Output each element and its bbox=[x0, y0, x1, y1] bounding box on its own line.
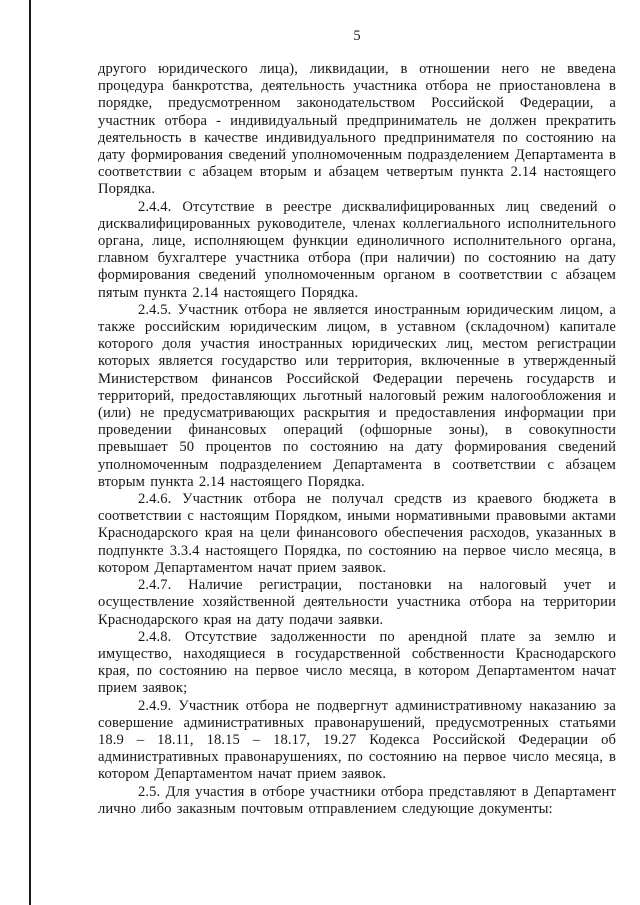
paragraph-continuation: другого юридического лица), ликвидации, в отношении него не введена процедура банкротства, деятельность участника отбора не приостановлена в порядке, предусмотренном законодательством Российской Федерации, а участник отбора - индивидуальный предприниматель не должен прекратить деятельность в качестве индивидуального предпринимателя по состоянию на дату формирования сведений уполномоченным подразделением Департамента в соответствии с абзацем вторым и абзацем четвертым пункта 2.14 настоящего Порядка. bbox=[98, 61, 616, 198]
paragraph-2-4-7: 2.4.7. Наличие регистрации, постановки на налоговый учет и осуществление хозяйственной деятельности участника отбора на территории Краснодарского края на дату подачи заявки. bbox=[98, 577, 616, 628]
paragraph-2-5: 2.5. Для участия в отборе участники отбора представляют в Департамент лично либо заказным почтовым отправлением следующие документы: bbox=[98, 783, 616, 817]
paragraph-2-4-6: 2.4.6. Участник отбора не получал средств из краевого бюджета в соответствии с настоящим Порядком, иными нормативными правовыми актами Краснодарского края на цели финансового обеспечения расходов, указанных в подпункте 3.3.4 настоящего Порядка, по состоянию на первое число месяца, в котором Департаментом начат прием заявок. bbox=[98, 491, 616, 576]
paragraph-2-4-8: 2.4.8. Отсутствие задолженности по арендной плате за землю и имущество, находящиеся в государственной собственности Краснодарского края, по состоянию на первое число месяца, в котором Департаментом начат прием заявок; bbox=[98, 628, 616, 697]
page-number: 5 bbox=[353, 28, 361, 44]
paragraph-2-4-9: 2.4.9. Участник отбора не подвергнут административному наказанию за совершение административных правонарушений, предусмотренных статьями 18.9 – 18.11, 18.15 – 18.17, 19.27 Кодекса Российской Федерации об административных правонарушениях, по состоянию на первое число месяца, в котором Департаментом начат прием заявок. bbox=[98, 697, 616, 783]
paragraph-2-4-5: 2.4.5. Участник отбора не является иностранным юридическим лицом, а также российским юридическим лицом, в уставном (складочном) капитале которого доля участия иностранных юридических лиц, местом регистрации которых является государство или территория, включенные в утвержденный Министерством финансов Российской Федерации перечень государств и территорий, предоставляющих льготный налоговый режим налогообложения и (или) не предусматривающих раскрытия и предоставления информации при проведении финансовых операций (офшорные зоны), в совокупности превышает 50 процентов по состоянию на дату формирования сведений уполномоченным подразделением Департамента в соответствии с абзацем вторым пункта 2.14 настоящего Порядка. bbox=[98, 301, 616, 490]
scan-border-line bbox=[29, 0, 31, 905]
paragraph-2-4-4: 2.4.4. Отсутствие в реестре дисквалифицированных лиц сведений о дисквалифицированных руководителе, членах коллегиального исполнительного органа, лице, исполняющем функции единоличного исполнительного органа, главном бухгалтере участника отбора (при наличии) по состоянию на дату формирования сведений уполномоченным органом в соответствии с абзацем пятым пункта 2.14 настоящего Порядка. bbox=[98, 198, 616, 301]
page-content bbox=[98, 28, 616, 818]
